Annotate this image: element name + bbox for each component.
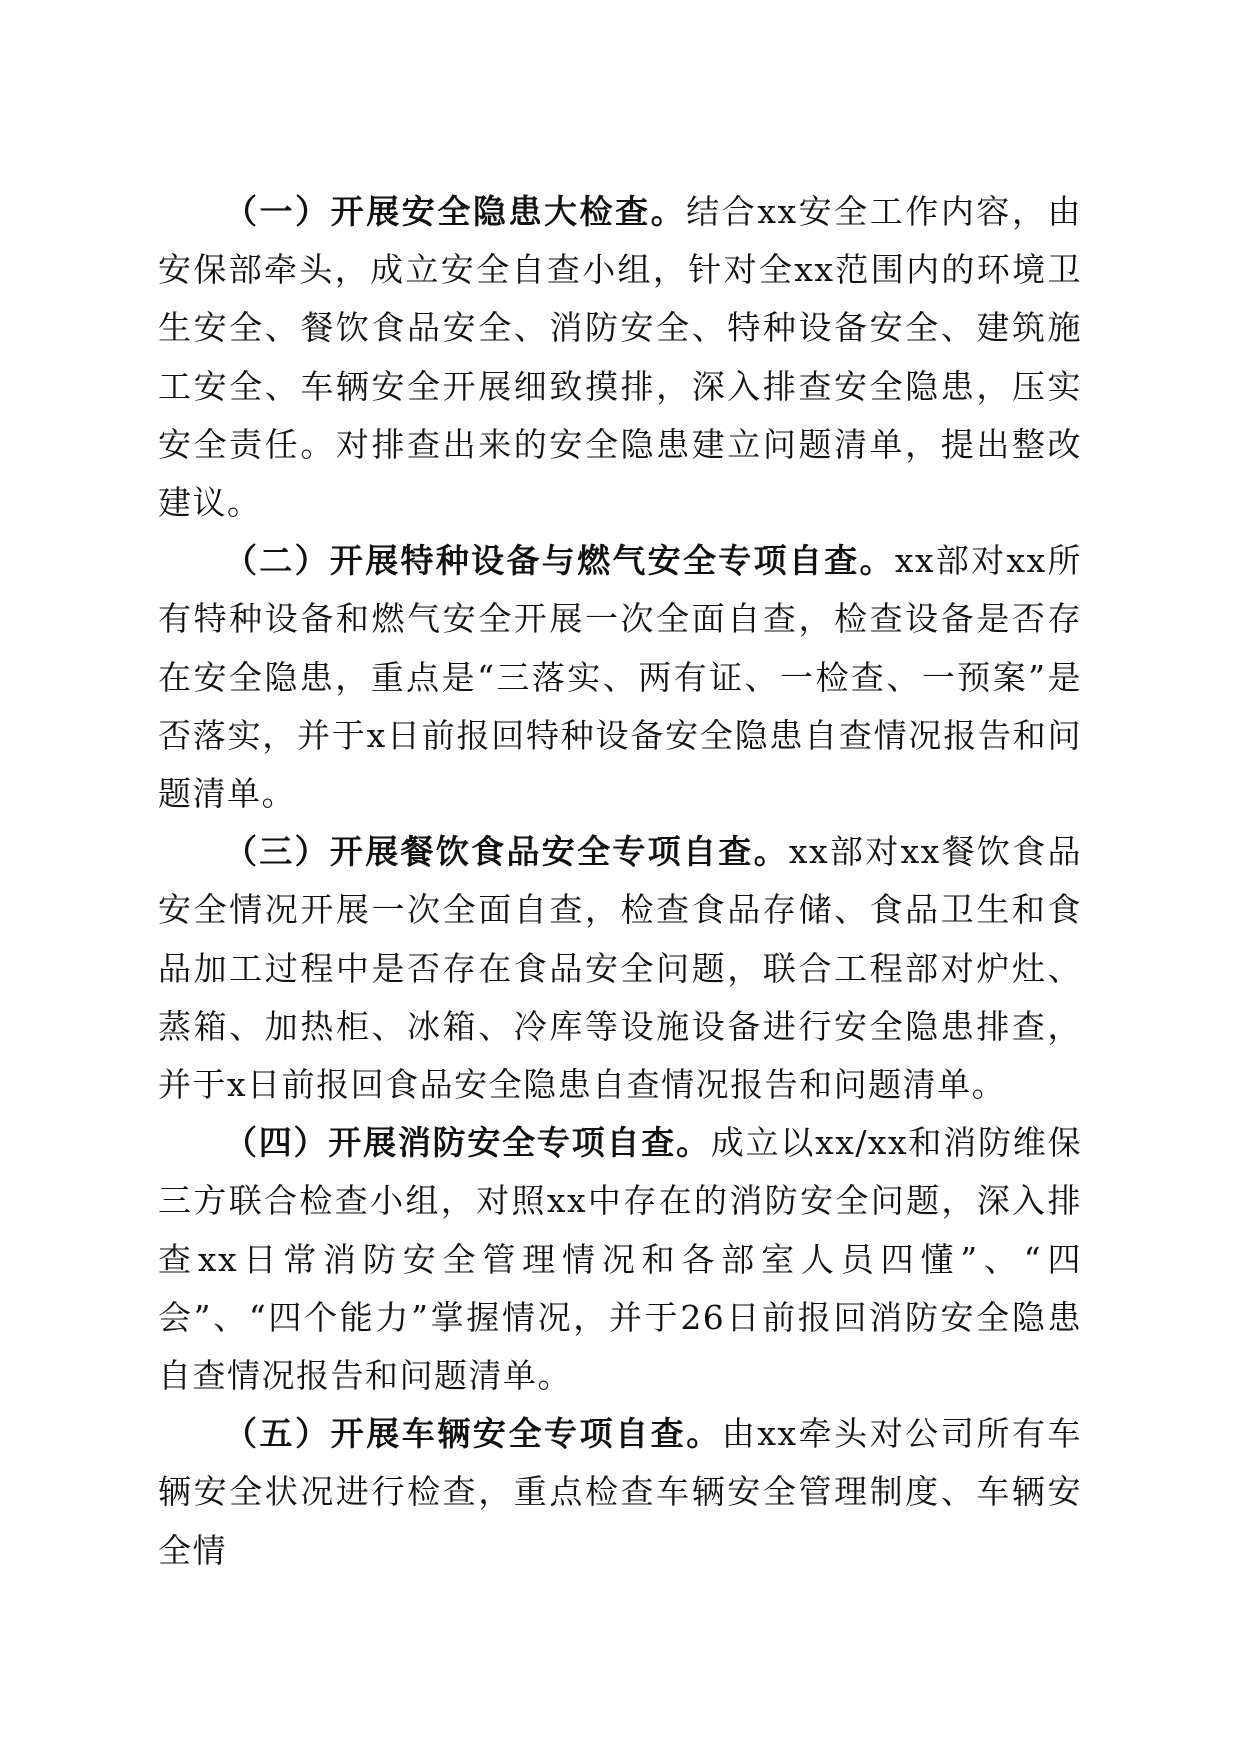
paragraph-food-safety — [158, 823, 1082, 1114]
paragraph-safety-inspection — [158, 183, 1082, 532]
paragraph-vehicle-safety — [158, 1405, 1082, 1580]
paragraph-body: 结合xx安全工作内容，由安保部牵头，成立安全自查小组，针对全xx范围内的环境卫生安全、餐饮食品安全、消防安全、特种设备安全、建筑施工安全、车辆安全开展细致摸排，深入排查安全隐患，压实安全责任。对排查出来的安全隐患建立问题清单，提出整改建议。 — [158, 192, 1082, 523]
paragraph-heading: （三）开展餐饮食品安全专项自查。 — [224, 832, 789, 872]
paragraph-fire-safety — [158, 1114, 1082, 1405]
document-page — [158, 183, 1082, 1580]
paragraph-body: xx部对xx餐饮食品安全情况开展一次全面自查，检查食品存储、食品卫生和食品加工过程中是否存在食品安全问题，联合工程部对炉灶、蒸箱、加热柜、冰箱、冷库等设施设备进行安全隐患排查，并于x日前报回食品安全隐患自查情况报告和问题清单。 — [158, 832, 1082, 1105]
paragraph-special-equipment-gas — [158, 532, 1082, 823]
paragraph-heading: （二）开展特种设备与燃气安全专项自查。 — [224, 541, 895, 581]
paragraph-body: xx部对xx所有特种设备和燃气安全开展一次全面自查，检查设备是否存在安全隐患，重点是“三落实、两有证、一检查、一预案”是否落实，并于x日前报回特种设备安全隐患自查情况报告和问题清单。 — [158, 541, 1082, 814]
paragraph-heading: （一）开展安全隐患大检查。 — [224, 192, 687, 231]
paragraph-heading: （五）开展车辆安全专项自查。 — [224, 1414, 722, 1454]
paragraph-body: 由xx牵头对公司所有车辆安全状况进行检查，重点检查车辆安全管理制度、车辆安全情 — [158, 1414, 1082, 1570]
paragraph-heading: （四）开展消防安全专项自查。 — [224, 1123, 711, 1163]
paragraph-body: 成立以xx/xx和消防维保三方联合检查小组，对照xx中存在的消防安全问题，深入排查xx日常消防安全管理情况和各部室人员四懂”、“四会”、“四个能力”掌握情况，并于26日前报回消防安全隐患自查情况报告和问题清单。 — [158, 1123, 1083, 1396]
